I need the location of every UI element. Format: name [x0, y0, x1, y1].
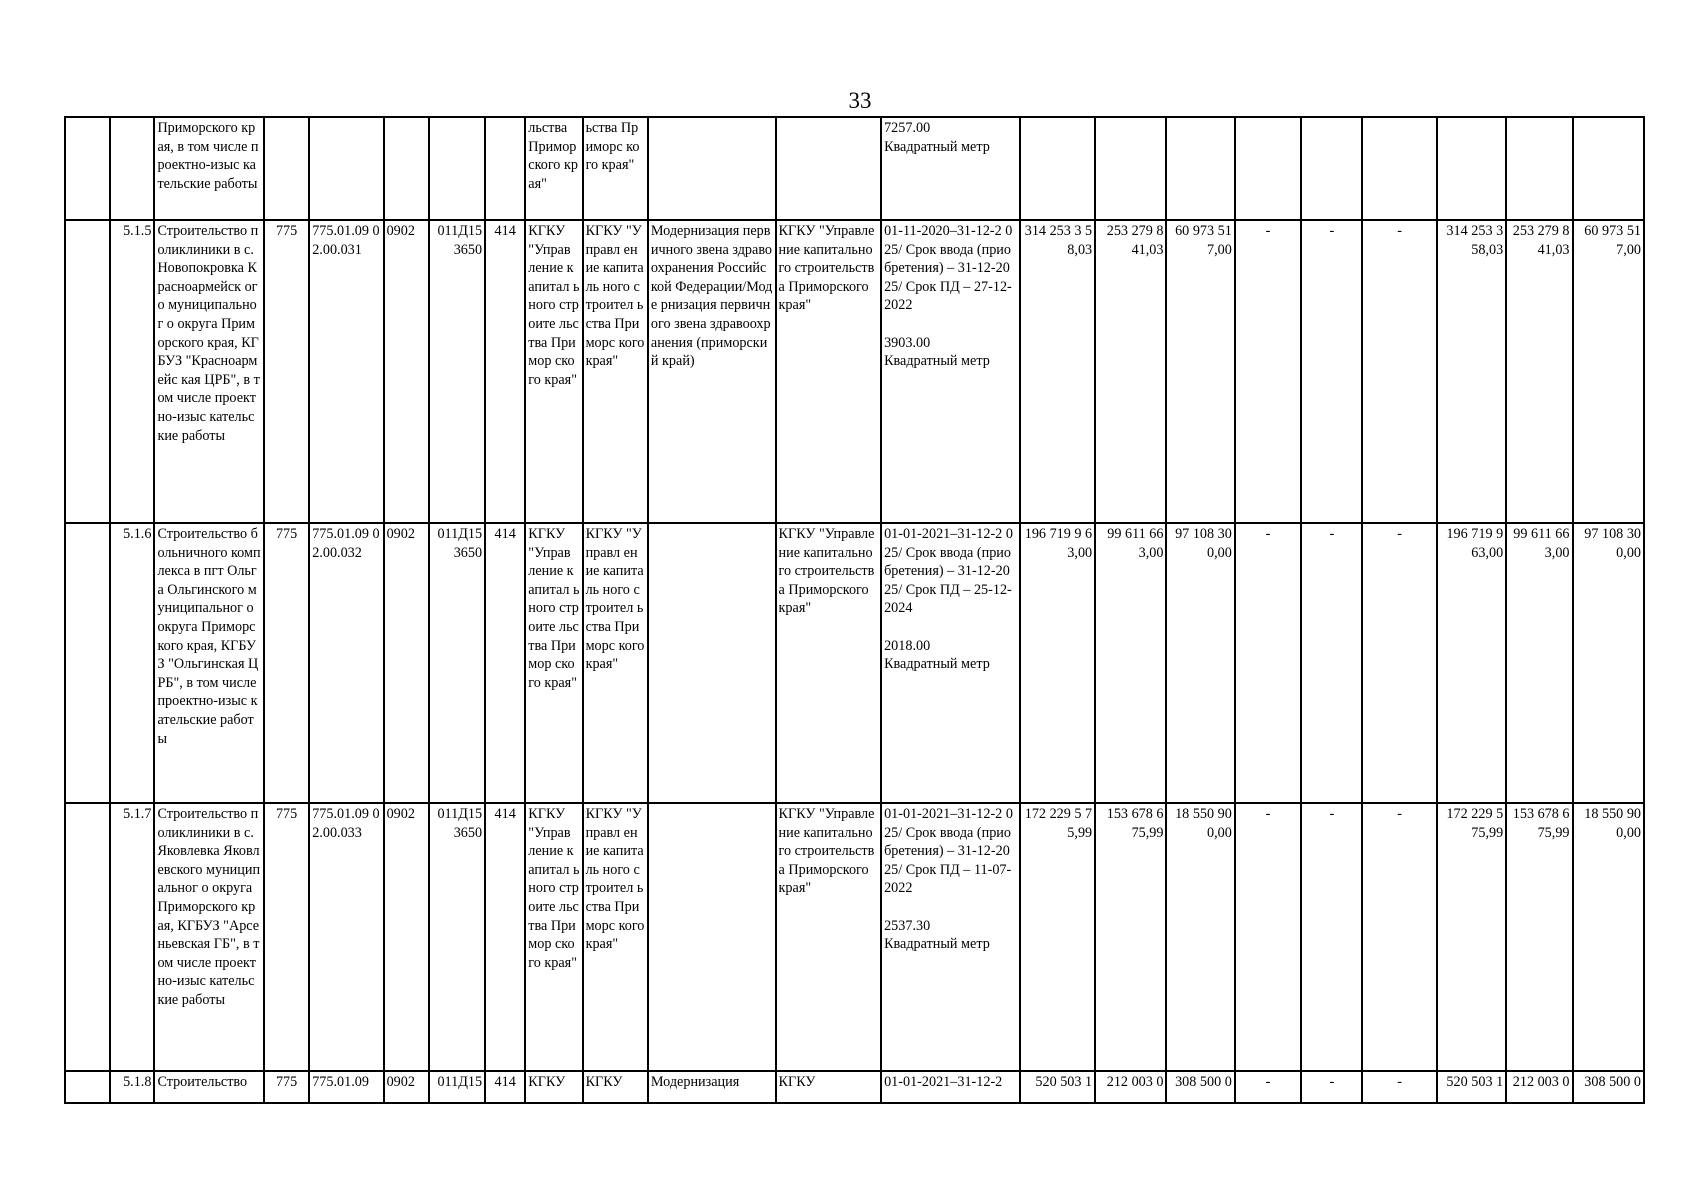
page-number: 33 — [848, 88, 872, 113]
code-gr-cell: 775 — [264, 1071, 309, 1103]
amount-total-cell: 314 253 3 58,03 — [1020, 220, 1095, 523]
amount-regional-cell: 97 108 30 0,00 — [1166, 523, 1234, 803]
developer-cell: КГКУ "Управл ение капиталь ного строител ьства Приморс кого края" — [583, 523, 648, 803]
code-vr-cell: 414 — [485, 220, 525, 523]
terms-capacity-cell: 01-01-2021–31-12-2 025/ Срок ввода (приобретения) – 31-12-2025/ Срок ПД – 11-07-2022 2537.30 Квадратный метр — [881, 803, 1020, 1071]
amount-dash-2-cell — [1301, 117, 1362, 220]
developer-cell: КГКУ — [583, 1071, 648, 1103]
total-federal-cell: 99 611 66 3,00 — [1506, 523, 1572, 803]
code-kbk-cell: 011Д15 3650 — [429, 220, 485, 523]
amount-regional-cell: 308 500 0 — [1166, 1071, 1234, 1103]
object-name-cell: Строительство поликлиники в с. Новопокровка Красноармейск ого муниципальног о округа Приморского края, КГБУЗ "Красноармейс кая ЦРБ", в том числе проектно-изыс кательские работы — [154, 220, 264, 523]
project-name-cell — [648, 523, 776, 803]
code-rzpr-cell: 0902 — [384, 1071, 429, 1103]
developer-cell: КГКУ "Управл ение капиталь ного строител ьства Приморс кого края" — [583, 220, 648, 523]
object-name-cell: Строительство больничного комплекса в пгт Ольга Ольгинского муниципальног о округа Приморского края, КГБУЗ "Ольгинская ЦРБ", в том числе проектно-изыс кательские работы — [154, 523, 264, 803]
amount-regional-cell: 60 973 51 7,00 — [1166, 220, 1234, 523]
table-row — [65, 1071, 1644, 1103]
amount-total-cell: 172 229 5 75,99 — [1020, 803, 1095, 1071]
amount-dash-3-cell: - — [1362, 523, 1436, 803]
amount-dash-1-cell: - — [1235, 220, 1301, 523]
amount-federal-cell: 253 279 8 41,03 — [1095, 220, 1166, 523]
project-name-cell: Модернизация — [648, 1071, 776, 1103]
total-regional-cell: 308 500 0 — [1573, 1071, 1645, 1103]
total-amount-cell — [1437, 117, 1506, 220]
code-gr-cell: 775 — [264, 803, 309, 1071]
empty-cell — [65, 523, 110, 803]
row-number-cell — [110, 117, 154, 220]
amount-total-cell: 520 503 1 — [1020, 1071, 1095, 1103]
amount-dash-2-cell: - — [1301, 803, 1362, 1071]
code-rzpr-cell: 0902 — [384, 523, 429, 803]
object-name-cell: Приморского края, в том числе проектно-изыс кательские работы — [154, 117, 264, 220]
total-regional-cell: 97 108 30 0,00 — [1573, 523, 1645, 803]
code-csr-cell: 775.01.09 02.00.033 — [309, 803, 383, 1071]
total-regional-cell: 18 550 90 0,00 — [1573, 803, 1645, 1071]
row-number-cell: 5.1.6 — [110, 523, 154, 803]
total-federal-cell: 253 279 8 41,03 — [1506, 220, 1572, 523]
code-gr-cell — [264, 117, 309, 220]
table-row — [65, 220, 1644, 523]
object-name-cell: Строительство — [154, 1071, 264, 1103]
terms-capacity-cell: 01-01-2021–31-12-2 — [881, 1071, 1020, 1103]
responsible-cell — [776, 117, 882, 220]
responsible-cell: КГКУ "Управление капитального строительства Приморского края" — [776, 523, 882, 803]
code-vr-cell: 414 — [485, 523, 525, 803]
code-kbk-cell — [429, 117, 485, 220]
code-rzpr-cell: 0902 — [384, 220, 429, 523]
code-kbk-cell: 011Д15 3650 — [429, 803, 485, 1071]
responsible-cell: КГКУ "Управление капитального строительства Приморского края" — [776, 220, 882, 523]
amount-dash-1-cell: - — [1235, 1071, 1301, 1103]
table-row — [65, 117, 1644, 220]
customer-cell: КГКУ "Управ ление капитал ьного строите льства Примор ского края" — [525, 220, 582, 523]
code-kbk-cell: 011Д15 3650 — [429, 523, 485, 803]
project-name-cell — [648, 117, 776, 220]
budget-table — [64, 116, 1645, 1104]
row-number-cell: 5.1.7 — [110, 803, 154, 1071]
code-rzpr-cell: 0902 — [384, 803, 429, 1071]
project-name-cell: Модернизация первичного звена здравоохранения Российской Федерации/Моде рнизация первичного звена здравоохранения (приморский край) — [648, 220, 776, 523]
empty-cell — [65, 1071, 110, 1103]
amount-dash-2-cell: - — [1301, 220, 1362, 523]
developer-cell: КГКУ "Управл ение капиталь ного строител ьства Приморс кого края" — [583, 803, 648, 1071]
amount-dash-2-cell: - — [1301, 523, 1362, 803]
total-regional-cell: 60 973 51 7,00 — [1573, 220, 1645, 523]
row-number-cell: 5.1.5 — [110, 220, 154, 523]
empty-cell — [65, 117, 110, 220]
terms-capacity-cell: 7257.00 Квадратный метр — [881, 117, 1020, 220]
table-row — [65, 523, 1644, 803]
amount-dash-3-cell: - — [1362, 803, 1436, 1071]
developer-cell: ьства Приморс кого края" — [583, 117, 648, 220]
amount-federal-cell: 212 003 0 — [1095, 1071, 1166, 1103]
code-kbk-cell: 011Д15 — [429, 1071, 485, 1103]
code-rzpr-cell — [384, 117, 429, 220]
code-csr-cell: 775.01.09 02.00.031 — [309, 220, 383, 523]
customer-cell: КГКУ "Управ ление капитал ьного строите льства Примор ского края" — [525, 523, 582, 803]
total-amount-cell: 314 253 3 58,03 — [1437, 220, 1506, 523]
amount-regional-cell — [1166, 117, 1234, 220]
customer-cell: КГКУ "Управ ление капитал ьного строите льства Примор ского края" — [525, 803, 582, 1071]
total-federal-cell — [1506, 117, 1572, 220]
customer-cell: КГКУ — [525, 1071, 582, 1103]
total-amount-cell: 520 503 1 — [1437, 1071, 1506, 1103]
amount-dash-3-cell — [1362, 117, 1436, 220]
code-gr-cell: 775 — [264, 523, 309, 803]
amount-dash-2-cell: - — [1301, 1071, 1362, 1103]
empty-cell — [65, 803, 110, 1071]
amount-dash-3-cell: - — [1362, 1071, 1436, 1103]
code-vr-cell — [485, 117, 525, 220]
responsible-cell: КГКУ — [776, 1071, 882, 1103]
amount-dash-3-cell: - — [1362, 220, 1436, 523]
total-amount-cell: 196 719 9 63,00 — [1437, 523, 1506, 803]
code-vr-cell: 414 — [485, 1071, 525, 1103]
amount-dash-1-cell: - — [1235, 803, 1301, 1071]
amount-total-cell: 196 719 9 63,00 — [1020, 523, 1095, 803]
customer-cell: льства Примор ского края" — [525, 117, 582, 220]
code-vr-cell: 414 — [485, 803, 525, 1071]
total-amount-cell: 172 229 5 75,99 — [1437, 803, 1506, 1071]
terms-capacity-cell: 01-01-2021–31-12-2 025/ Срок ввода (приобретения) – 31-12-2025/ Срок ПД – 25-12-2024 2018.00 Квадратный метр — [881, 523, 1020, 803]
table-row — [65, 803, 1644, 1071]
project-name-cell — [648, 803, 776, 1071]
row-number-cell: 5.1.8 — [110, 1071, 154, 1103]
amount-federal-cell: 99 611 66 3,00 — [1095, 523, 1166, 803]
terms-capacity-cell: 01-11-2020–31-12-2 025/ Срок ввода (приобретения) – 31-12-2025/ Срок ПД – 27-12-2022 3903.00 Квадратный метр — [881, 220, 1020, 523]
code-csr-cell: 775.01.09 02.00.032 — [309, 523, 383, 803]
amount-dash-1-cell: - — [1235, 523, 1301, 803]
empty-cell — [65, 220, 110, 523]
total-federal-cell: 212 003 0 — [1506, 1071, 1572, 1103]
amount-federal-cell: 153 678 6 75,99 — [1095, 803, 1166, 1071]
code-csr-cell — [309, 117, 383, 220]
amount-dash-1-cell — [1235, 117, 1301, 220]
amount-federal-cell — [1095, 117, 1166, 220]
amount-regional-cell: 18 550 90 0,00 — [1166, 803, 1234, 1071]
object-name-cell: Строительство поликлиники в с. Яковлевка Яковлевского муниципальног о округа Приморского края, КГБУЗ "Арсеньевская ГБ", в том числе проектно-изыс кательские работы — [154, 803, 264, 1071]
responsible-cell: КГКУ "Управление капитального строительства Приморского края" — [776, 803, 882, 1071]
code-csr-cell: 775.01.09 — [309, 1071, 383, 1103]
total-regional-cell — [1573, 117, 1645, 220]
amount-total-cell — [1020, 117, 1095, 220]
code-gr-cell: 775 — [264, 220, 309, 523]
total-federal-cell: 153 678 6 75,99 — [1506, 803, 1572, 1071]
